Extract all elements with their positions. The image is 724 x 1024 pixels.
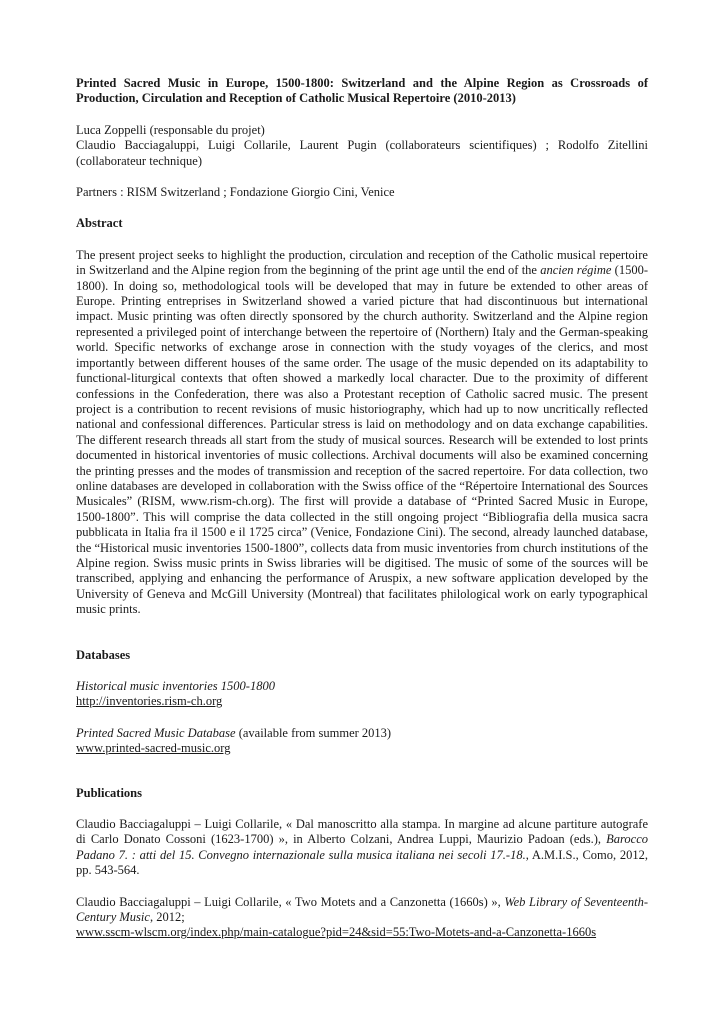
publication-text-part-2: , A.M.I.S., Como, 2012, pp. 543-564. — [76, 847, 648, 878]
publication-text-part-1: Claudio Bacciagaluppi – Luigi Collarile, « Two Motets and a Canzonetta (1660s) », — [76, 894, 505, 909]
publication-text-part-2: , 2012; — [149, 910, 185, 925]
abstract-text-italic: ancien régime — [540, 263, 612, 278]
database-note: (available from summer 2013) — [235, 725, 392, 740]
document-page — [76, 76, 648, 957]
database-entry — [76, 726, 648, 757]
project-collaborators: Claudio Bacciagaluppi, Luigi Collarile, Laurent Pugin (collaborateurs scientifiques) ; Rodolfo Zitellini (collaborateur technique) — [76, 138, 648, 168]
database-entry — [76, 679, 648, 710]
database-link[interactable]: www.printed-sacred-music.org — [76, 741, 231, 756]
abstract-heading: Abstract — [76, 216, 123, 231]
database-title — [76, 679, 648, 694]
abstract-text-part-1: The present project seeks to highlight the production, circulation and reception of the Catholic musical repertoire in Switzerland and the Alpine region from the beginning of the print age until the end of the — [76, 247, 648, 278]
partners-line: Partners : RISM Switzerland ; Fondazione Giorgio Cini, Venice — [76, 185, 395, 200]
database-name: Historical music inventories 1500-1800 — [76, 679, 275, 693]
publication-italic-title: Web Library of Seventeenth-Century Music — [76, 894, 648, 925]
project-lead: Luca Zoppelli (responsable du projet) — [76, 122, 265, 137]
publication-entry — [76, 895, 648, 941]
publication-italic-title: Barocco Padano 7. : atti del 15. Convegno internazionale sulla musica italiana nei secoli 17.-18. — [76, 832, 648, 862]
publications-heading: Publications — [76, 785, 142, 800]
abstract-text — [76, 248, 648, 618]
publication-link[interactable]: www.sscm-wlscm.org/index.php/main-catalogue?pid=24&sid=55:Two-Motets-and-a-Canzonetta-1660s — [76, 925, 597, 940]
project-title: Printed Sacred Music in Europe, 1500-1800: Switzerland and the Alpine Region as Crossroads of Production, Circulation and Reception of Catholic Musical Repertoire (2010-2013) — [76, 76, 648, 106]
abstract-text-part-2: (1500-1800). In doing so, methodological tools will be developed that may in future be extended to other areas of Europe. Printing entreprises in Switzerland showed a varied picture that had discontinuous but international impact. Music printing was often directly sponsored by the church authority. Switzerland and the Alpine region represented a privileged point of interchange between the repertoire of (Northern) Italy and the German-speaking world. Specific networks of exchange arose in connection with the study voyages of the clerics, and most importantly between different houses of the same order. The usage of the music depended on its adaptability to functional-liturgical contexts that often showed a markedly local character. Due to the proximity of different confessions in the Confederation, there was also a Protestant reception of Catholic sacred music. The present project is a contribution to recent revisions of music historiography, which had up to now uncritically reflected national and confessional differences. Particular stress is laid on methodology and on data exchange capabilities. The different research threads all start from the study of musical sources. Research will be extended to lost prints documented in historical inventories of music collections. Archival documents will also be examined concerning the printing presses and the modes of transmission and reception of the sacred repertoire. For data collection, two online databases are developed in collaboration with the Swiss office of the “Répertoire International des Sources Musicales” (RISM, www.rism-ch.org). The first will provide a database of “Printed Sacred Music in Europe, 1500-1800”. This will comprise the data collected in the still ongoing project “Bibliografia della musica sacra pubblicata in Italia fra il 1500 e il 1725 circa” (Venice, Fondazione Cini). The second, already launched database, the “Historical music inventories 1500-1800”, collects data from music inventories from church institutions of the Alpine region. Swiss music prints in Swiss libraries will be digitised. The music of some of the sources will be transcribed, applying and enhancing the performance of Aruspix, a new software application developed by the University of Geneva and McGill University (Montreal) that facilitates philological work on early typographical music prints. — [76, 263, 649, 617]
database-link[interactable]: http://inventories.rism-ch.org — [76, 694, 223, 709]
database-title — [76, 726, 648, 741]
database-name: Printed Sacred Music Database — [76, 725, 236, 740]
databases-heading: Databases — [76, 647, 131, 662]
publication-entry — [76, 817, 648, 879]
publication-text-part-1: Claudio Bacciagaluppi – Luigi Collarile, « Dal manoscritto alla stampa. In margine ad alcune partiture autografe di Carlo Donato Cossoni (1623-1700) », in Alberto Colzani, Andrea Luppi, Maurizio Padoan (eds.), — [76, 817, 648, 847]
team-block — [76, 123, 648, 169]
